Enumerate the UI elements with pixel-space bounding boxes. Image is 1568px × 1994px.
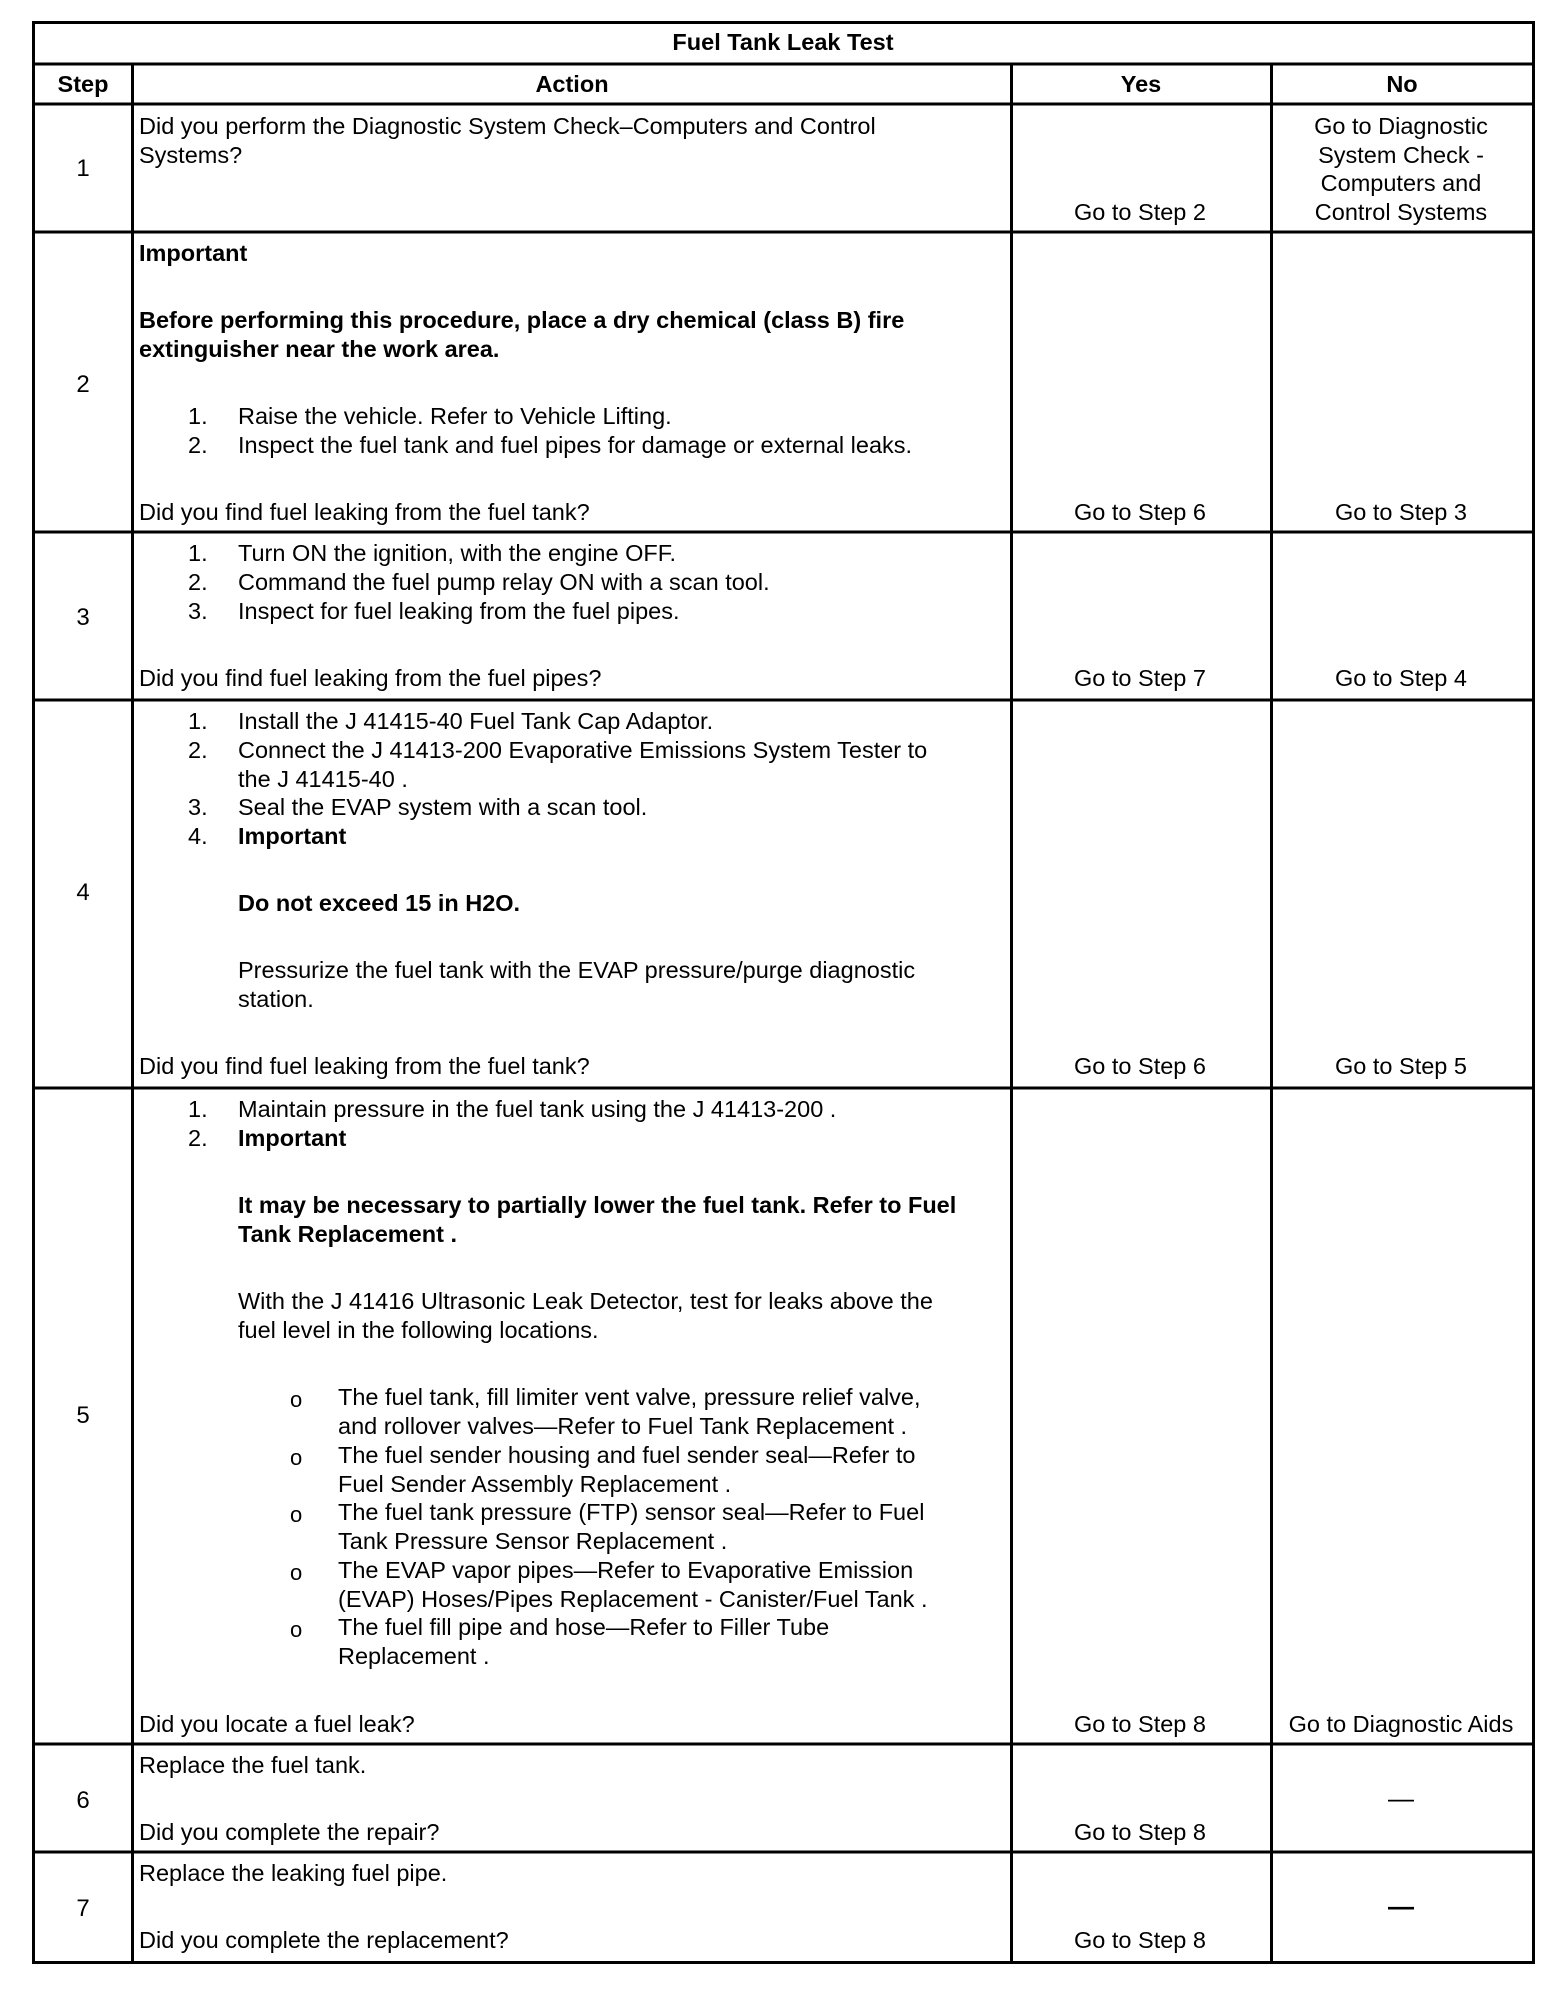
list-item: Connect the J 41413-200 Evaporative Emissions System Tester to — [238, 737, 928, 763]
list-number: 1. — [188, 540, 208, 566]
action-text: Replace the fuel tank. — [139, 1752, 367, 1778]
body-text: fuel level in the following locations. — [238, 1317, 599, 1343]
bullet-text: and rollover valves—Refer to Fuel Tank Replacement . — [338, 1413, 908, 1439]
yes-cell: Go to Step 2 — [1074, 199, 1206, 225]
yes-cell: Go to Step 6 — [1074, 499, 1206, 525]
bullet-marker: o — [290, 1617, 303, 1642]
list-item: Seal the EVAP system with a scan tool. — [238, 794, 648, 820]
step-number: 6 — [76, 1787, 90, 1814]
no-cell: Go to Diagnostic Aids — [1288, 1711, 1514, 1737]
no-cell: Go to Step 3 — [1335, 499, 1467, 525]
no-cell: Go to Step 5 — [1335, 1053, 1467, 1079]
list-item: Command the fuel pump relay ON with a scan tool. — [238, 569, 770, 595]
warning-text: Tank Replacement . — [238, 1221, 457, 1247]
bullet-text: The EVAP vapor pipes—Refer to Evaporative Emission — [338, 1557, 914, 1583]
header-yes: Yes — [1120, 71, 1162, 97]
bullet-text: Tank Pressure Sensor Replacement . — [338, 1528, 728, 1554]
list-number: 1. — [188, 1096, 208, 1122]
bullet-text: Fuel Sender Assembly Replacement . — [338, 1471, 732, 1497]
table-title: Fuel Tank Leak Test — [672, 29, 894, 55]
question-text: Did you complete the replacement? — [139, 1927, 509, 1953]
step-number: 2 — [76, 371, 90, 398]
list-number: 2. — [188, 737, 208, 763]
question-text: Did you find fuel leaking from the fuel tank? — [139, 1053, 590, 1079]
yes-cell: Go to Step 8 — [1074, 1711, 1206, 1737]
yes-cell: Go to Step 8 — [1074, 1819, 1206, 1845]
warning-text: Before performing this procedure, place a dry chemical (class B) fire — [139, 307, 905, 333]
step-number: 4 — [76, 879, 90, 906]
warning-text: extinguisher near the work area. — [139, 336, 500, 362]
step-number: 7 — [76, 1895, 90, 1922]
list-item: Maintain pressure in the fuel tank using the J 41413-200 . — [238, 1096, 837, 1122]
bullet-marker: o — [290, 1560, 303, 1585]
header-action: Action — [535, 71, 609, 97]
yes-cell: Go to Step 7 — [1074, 665, 1206, 691]
action-text: Systems? — [139, 142, 243, 168]
step-number: 1 — [76, 155, 90, 182]
step-number: 3 — [76, 604, 90, 631]
list-number: 3. — [188, 598, 208, 624]
no-cell-dash: — — [1388, 1783, 1414, 1813]
bullet-text: The fuel tank, fill limiter vent valve, pressure relief valve, — [338, 1384, 921, 1410]
question-text: Did you locate a fuel leak? — [139, 1711, 415, 1737]
list-item: Install the J 41415-40 Fuel Tank Cap Adaptor. — [238, 708, 714, 734]
question-text: Did you complete the repair? — [139, 1819, 440, 1845]
warning-text: Do not exceed 15 in H2O. — [238, 890, 521, 916]
important-label: Important — [139, 240, 248, 266]
list-item: Inspect the fuel tank and fuel pipes for damage or external leaks. — [238, 432, 913, 458]
body-text: station. — [238, 986, 314, 1012]
bullet-text: The fuel tank pressure (FTP) sensor seal—Refer to Fuel — [338, 1499, 925, 1525]
yes-cell: Go to Step 6 — [1074, 1053, 1206, 1079]
header-no: No — [1386, 71, 1418, 97]
important-label: Important — [238, 823, 347, 849]
bullet-marker: o — [290, 1445, 303, 1470]
no-cell: Go to Diagnostic — [1314, 113, 1488, 139]
question-text: Did you find fuel leaking from the fuel tank? — [139, 499, 590, 525]
list-number: 3. — [188, 794, 208, 820]
bullet-marker: o — [290, 1502, 303, 1527]
no-cell-dash: — — [1388, 1891, 1414, 1921]
list-number: 2. — [188, 432, 208, 458]
no-cell: Go to Step 4 — [1335, 665, 1467, 691]
yes-cell: Go to Step 8 — [1074, 1927, 1206, 1953]
action-text: Did you perform the Diagnostic System Check–Computers and Control — [139, 113, 876, 139]
no-cell: Control Systems — [1314, 199, 1488, 225]
bullet-marker: o — [290, 1387, 303, 1412]
list-item-continuation: the J 41415-40 . — [238, 766, 408, 792]
body-text: With the J 41416 Ultrasonic Leak Detector, test for leaks above the — [238, 1288, 933, 1314]
list-number: 2. — [188, 1125, 208, 1151]
list-number: 2. — [188, 569, 208, 595]
bullet-text: (EVAP) Hoses/Pipes Replacement - Canister/Fuel Tank . — [338, 1586, 928, 1612]
warning-text: It may be necessary to partially lower the fuel tank. Refer to Fuel — [238, 1192, 957, 1218]
list-item: Turn ON the ignition, with the engine OFF. — [238, 540, 677, 566]
list-number: 4. — [188, 823, 208, 849]
list-number: 1. — [188, 708, 208, 734]
body-text: Pressurize the fuel tank with the EVAP pressure/purge diagnostic — [238, 957, 916, 983]
bullet-text: Replacement . — [338, 1643, 490, 1669]
action-text: Replace the leaking fuel pipe. — [139, 1860, 448, 1886]
list-item: Raise the vehicle. Refer to Vehicle Lifting. — [238, 403, 672, 429]
step-number: 5 — [76, 1402, 90, 1429]
list-item: Inspect for fuel leaking from the fuel pipes. — [238, 598, 680, 624]
question-text: Did you find fuel leaking from the fuel pipes? — [139, 665, 602, 691]
bullet-text: The fuel fill pipe and hose—Refer to Filler Tube — [338, 1614, 830, 1640]
no-cell: System Check - — [1318, 142, 1484, 168]
important-label: Important — [238, 1125, 347, 1151]
list-number: 1. — [188, 403, 208, 429]
bullet-text: The fuel sender housing and fuel sender seal—Refer to — [338, 1442, 916, 1468]
no-cell: Computers and — [1320, 170, 1482, 196]
header-step: Step — [57, 71, 109, 97]
